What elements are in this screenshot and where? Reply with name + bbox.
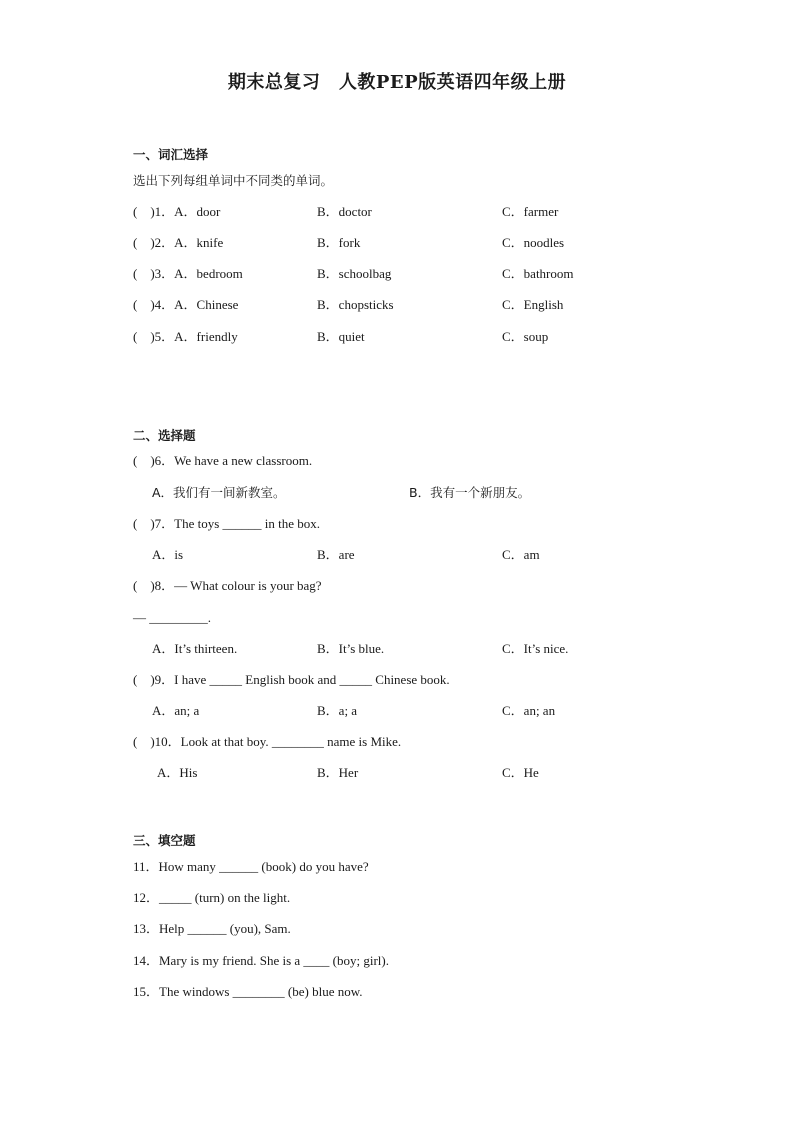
- choice-option-b: B．It’s blue.: [317, 641, 385, 656]
- choice-question-6: ( )6．We have a new classroom.: [133, 453, 313, 468]
- vocab-option-b: B．quiet: [317, 329, 365, 344]
- vocab-question-5: ( )5．A．friendly: [133, 329, 238, 344]
- vocab-option-c: C．noodles: [502, 235, 565, 250]
- choice-option-b: B．Her: [317, 765, 359, 780]
- vocab-option-b: B．doctor: [317, 204, 372, 219]
- choice-question-7: ( )7．The toys ______ in the box.: [133, 516, 321, 531]
- answer-line: — _________.: [133, 610, 211, 625]
- vocab-question-1: ( )1．A．door: [133, 204, 221, 219]
- choice-option-a: A．is: [152, 547, 184, 562]
- fill-question-15: 15．The windows ________ (be) blue now.: [133, 984, 363, 999]
- choice-option-c: C．He: [502, 765, 539, 780]
- choice-option-c: C．an; an: [502, 703, 556, 718]
- choice-option-a: A．an; a: [152, 703, 200, 718]
- section-heading-vocab: 一、词汇选择: [133, 147, 209, 162]
- choice-option-c: C．It’s nice.: [502, 641, 569, 656]
- vocab-option-b: B．chopsticks: [317, 297, 394, 312]
- choice-option-b: B．我有一个新朋友。: [409, 485, 531, 500]
- vocab-question-3: ( )3．A．bedroom: [133, 266, 243, 281]
- section-instruction: 选出下列每组单词中不同类的单词。: [133, 173, 334, 188]
- choice-question-8: ( )8．— What colour is your bag?: [133, 578, 322, 593]
- page-title: 期末总复习 人教PEP版英语四年级上册: [227, 72, 567, 93]
- vocab-option-c: C．English: [502, 297, 564, 312]
- vocab-option-c: C．soup: [502, 329, 549, 344]
- fill-question-14: 14．Mary is my friend. She is a ____ (boy; girl).: [133, 953, 389, 968]
- vocab-option-c: C．farmer: [502, 204, 559, 219]
- vocab-option-b: B．fork: [317, 235, 361, 250]
- choice-option-b: B．a; a: [317, 703, 358, 718]
- section-heading-choice: 二、选择题: [133, 428, 196, 443]
- choice-option-c: C．am: [502, 547, 540, 562]
- choice-option-a: A．It’s thirteen.: [152, 641, 238, 656]
- vocab-option-c: C．bathroom: [502, 266, 574, 281]
- fill-question-11: 11．How many ______ (book) do you have?: [133, 859, 369, 874]
- choice-question-10: ( )10．Look at that boy. ________ name is Mike.: [133, 734, 402, 749]
- vocab-question-2: ( )2．A．knife: [133, 235, 224, 250]
- choice-question-9: ( )9．I have _____ English book and _____ Chinese book.: [133, 672, 450, 687]
- choice-option-a: A．His: [157, 765, 198, 780]
- choice-option-b: B．are: [317, 547, 355, 562]
- choice-option-a: A．我们有一间新教室。: [152, 485, 286, 500]
- vocab-question-4: ( )4．A．Chinese: [133, 297, 239, 312]
- fill-question-13: 13．Help ______ (you), Sam.: [133, 921, 291, 936]
- fill-question-12: 12．_____ (turn) on the light.: [133, 890, 291, 905]
- vocab-option-b: B．schoolbag: [317, 266, 392, 281]
- section-heading-fill: 三、填空题: [133, 833, 196, 848]
